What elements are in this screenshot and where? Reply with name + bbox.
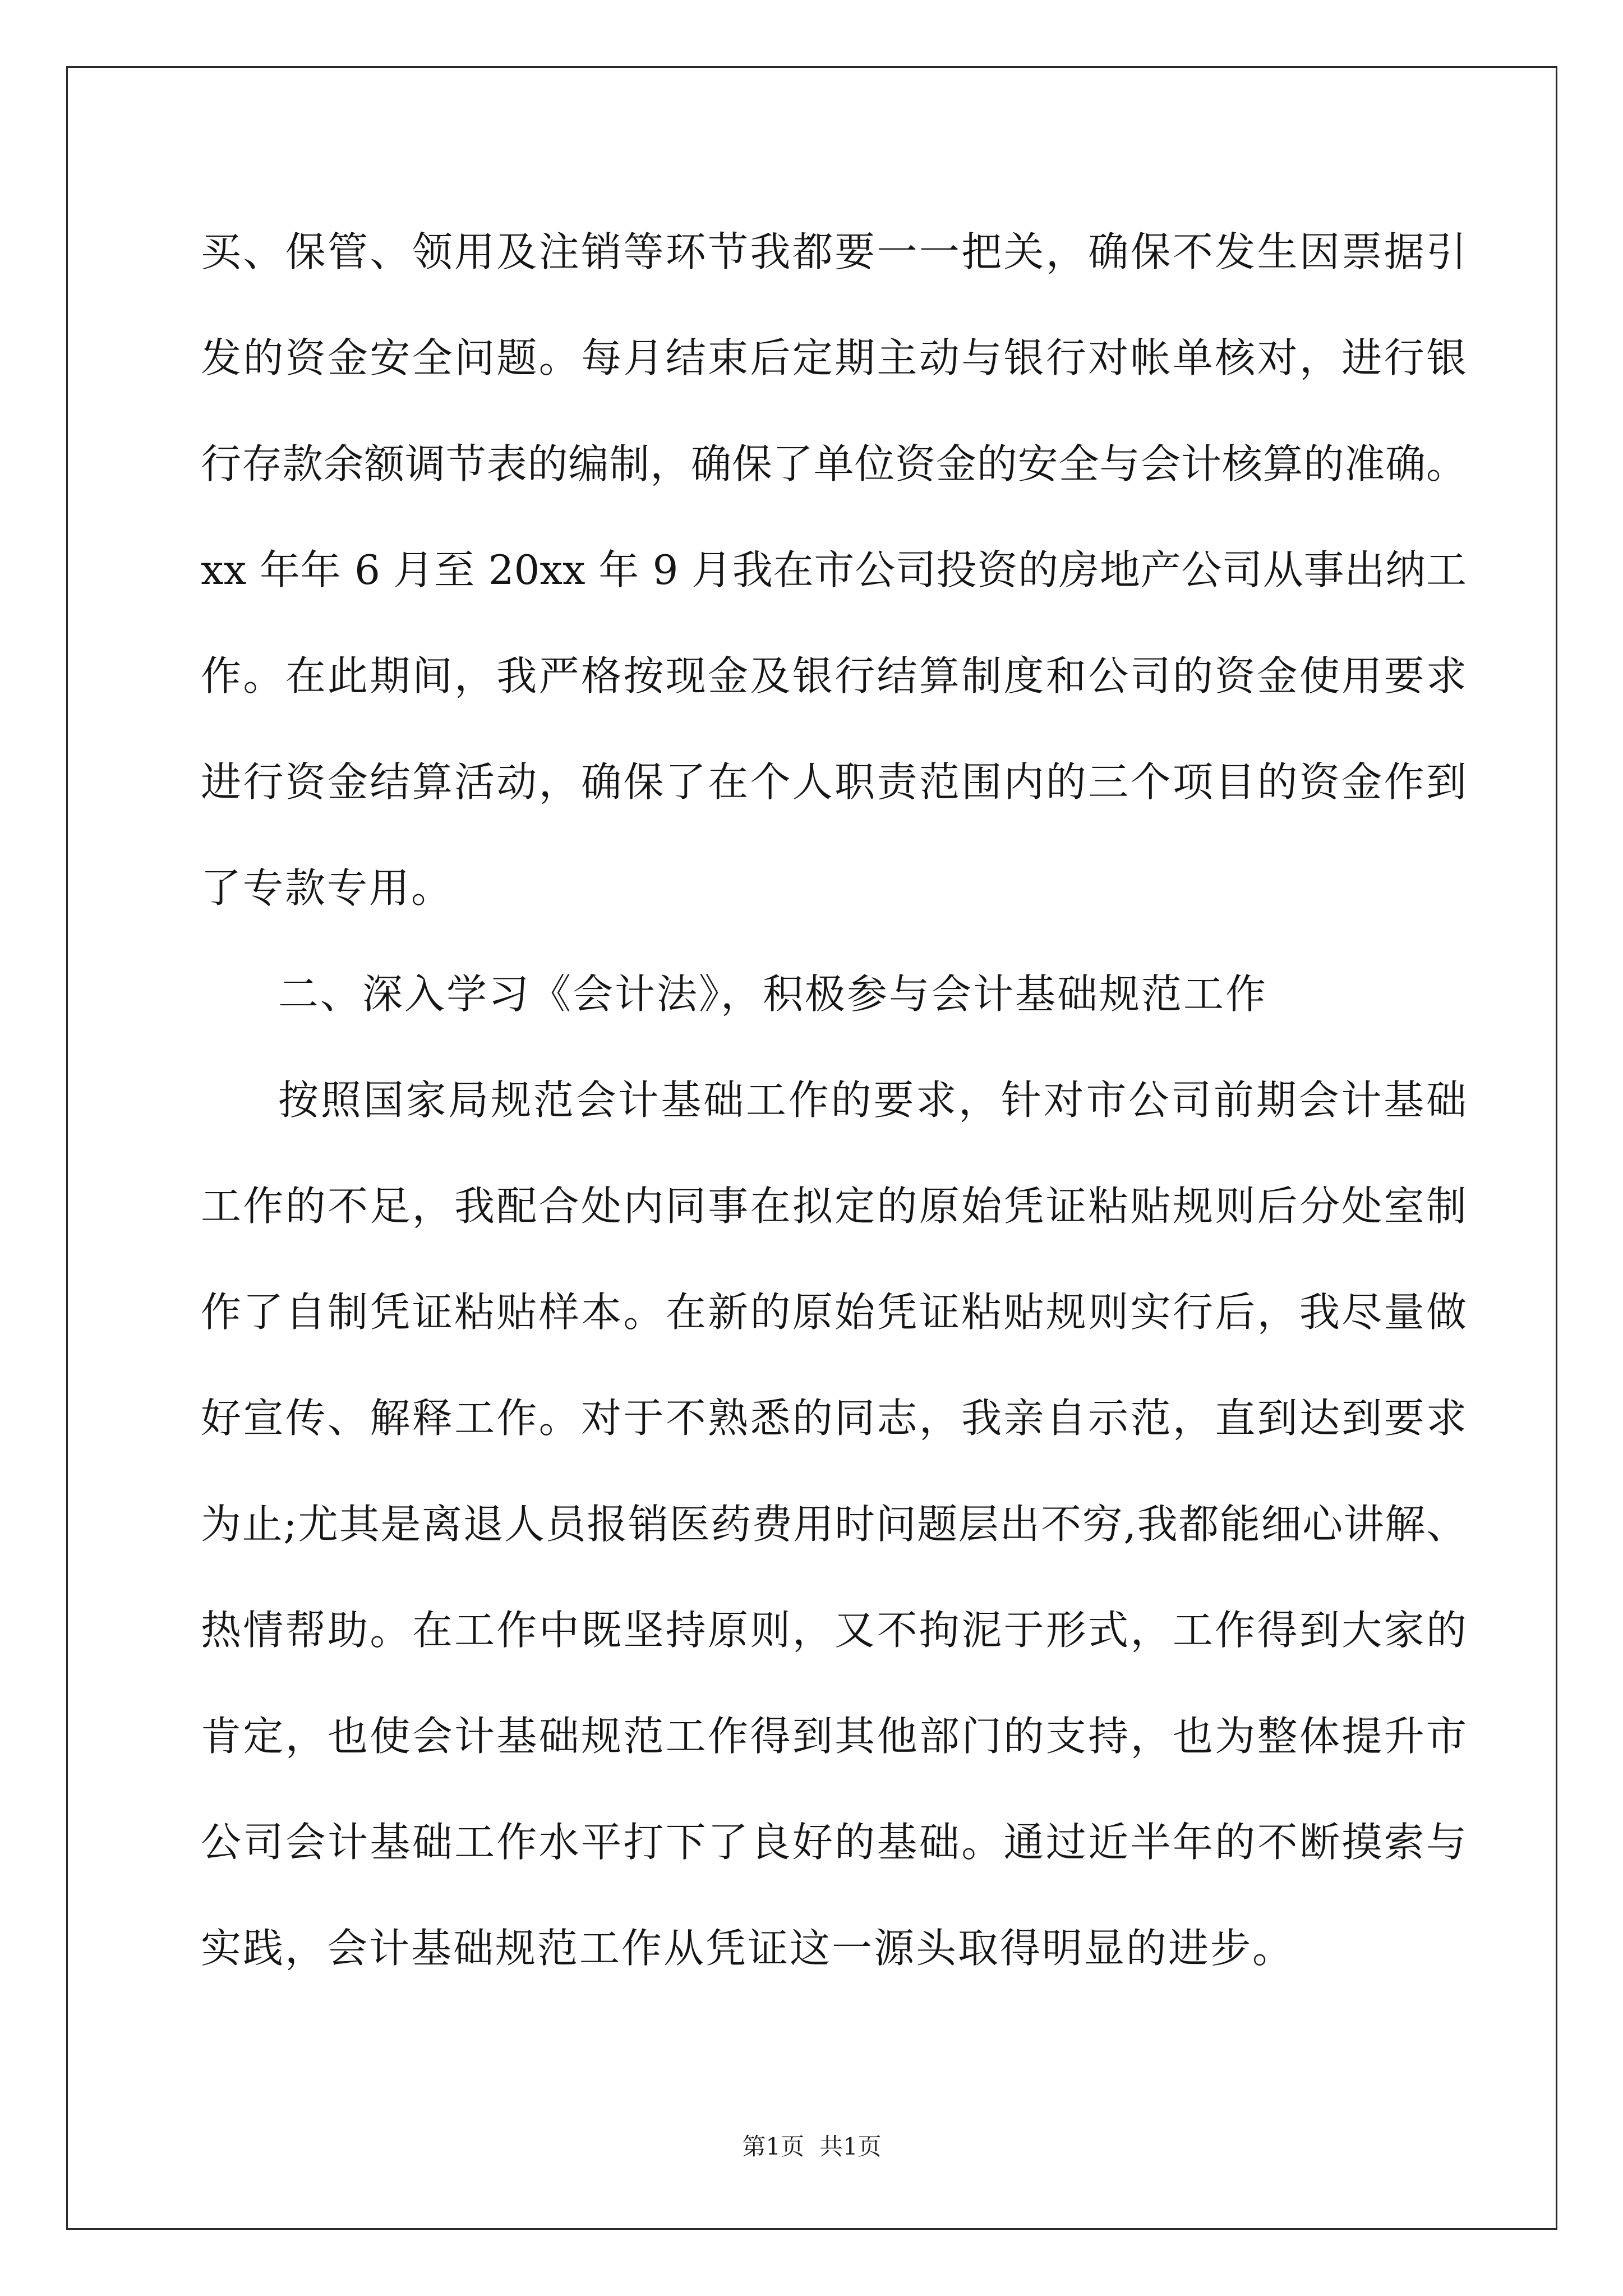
text-line: 肯定，也使会计基础规范工作得到其他部门的支持，也为整体提升市 <box>201 1713 1467 1760</box>
text-line: 按照国家局规范会计基础工作的要求，针对市公司前期会计基础 <box>278 1076 1467 1124</box>
text-line: 工作的不足，我配合处内同事在拟定的原始凭证粘贴规则后分处室制 <box>201 1182 1467 1230</box>
document-body <box>201 199 1467 2001</box>
text-line: 好宣传、解释工作。对于不熟悉的同志，我亲自示范，直到达到要求 <box>201 1395 1467 1442</box>
text-line: 作。在此期间，我严格按现金及银行结算制度和公司的资金使用要求 <box>201 652 1467 700</box>
section-heading: 二、深入学习《会计法》，积极参与会计基础规范工作 <box>278 970 1268 1018</box>
text-line: 发的资金安全问题。每月结束后定期主动与银行对帐单核对，进行银 <box>201 334 1467 381</box>
text-line: xx 年年 6 月至 20xx 年 9 月我在市公司投资的房地产公司从事出纳工 <box>201 546 1467 593</box>
page-footer: 第1页 共1页 <box>742 2133 882 2160</box>
paragraph <box>201 1047 1467 2001</box>
text-line: 买、保管、领用及注销等环节我都要一一把关，确保不发生因票据引 <box>201 228 1467 275</box>
text-line: 了专款专用。 <box>201 864 454 912</box>
section-heading-paragraph <box>201 941 1467 1047</box>
paragraph <box>201 199 1467 941</box>
text-line: 作了自制凭证粘贴样本。在新的原始凭证粘贴规则实行后，我尽量做 <box>201 1289 1467 1336</box>
text-line: 公司会计基础工作水平打下了良好的基础。通过近半年的不断摸索与 <box>201 1819 1467 1866</box>
text-line: 行存款余额调节表的编制，确保了单位资金的安全与会计核算的准确。 <box>201 440 1467 487</box>
text-line: 实践，会计基础规范工作从凭证这一源头取得明显的进步。 <box>201 1925 1295 1972</box>
text-line: 热情帮助。在工作中既坚持原则，又不拘泥于形式，工作得到大家的 <box>201 1607 1467 1654</box>
text-line: 为止;尤其是离退人员报销医药费用时问题层出不穷,我都能细心讲解、 <box>201 1501 1467 1548</box>
text-line: 进行资金结算活动，确保了在个人职责范围内的三个项目的资金作到 <box>201 758 1467 806</box>
